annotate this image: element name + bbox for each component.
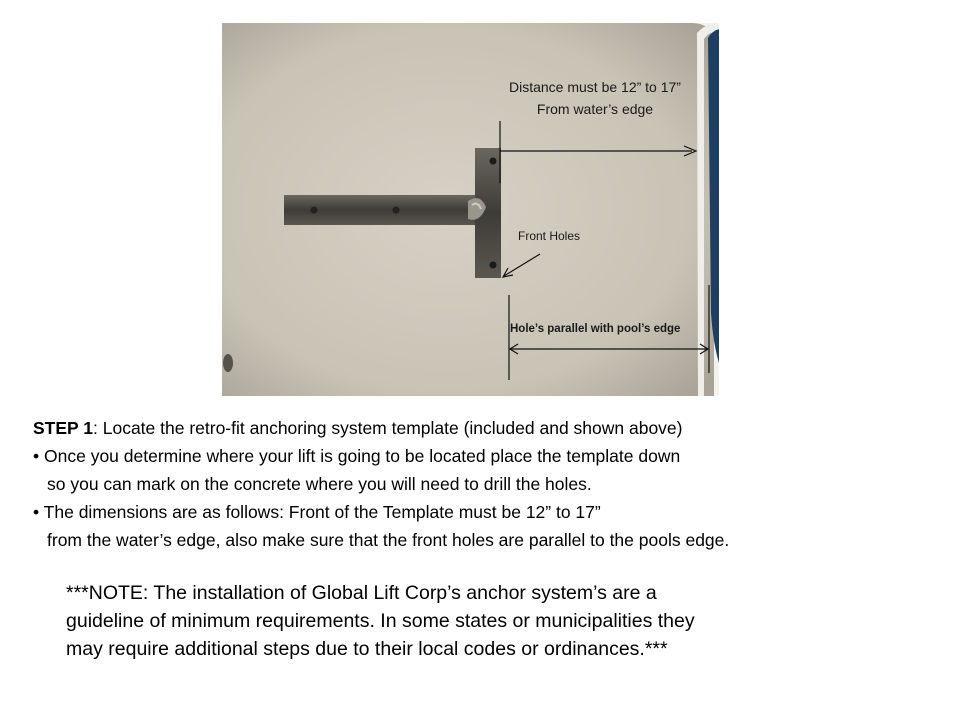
- bullet-2-text: The dimensions are as follows: Front of the Template must be 12” to 17”: [39, 502, 601, 522]
- front-holes-annotation: Front Holes: [518, 229, 581, 243]
- bullet-2-line2: from the water’s edge, also make sure that the front holes are parallel to the pools edge.: [47, 530, 730, 550]
- front-hole-top: [490, 158, 497, 165]
- bullet-1-text: Once you determine where your lift is going to be located place the template down: [39, 446, 681, 466]
- distance-annotation: [470, 76, 719, 120]
- bullet-1-line2: so you can mark on the concrete where you will need to drill the holes.: [47, 474, 592, 494]
- bar-hole: [393, 207, 400, 214]
- step-label: STEP 1: [33, 418, 93, 438]
- front-hole-bottom: [490, 262, 497, 269]
- bar-hole: [311, 207, 318, 214]
- bullet-icon: •: [33, 446, 40, 466]
- bullet-icon: •: [33, 502, 40, 522]
- stain: [223, 354, 233, 372]
- step-1-intro: [33, 414, 729, 442]
- parallel-annotation: Hole’s parallel with pool’s edge: [510, 323, 681, 335]
- note-line2: guideline of minimum requirements. In some states or municipalities they: [66, 610, 695, 632]
- note-line3: may require additional steps due to their local codes or ordinances.***: [66, 638, 668, 660]
- distance-annotation-line2: From water’s edge: [536, 101, 654, 117]
- note-line1: ***NOTE: The installation of Global Lift Corp’s anchor system’s are a: [66, 582, 657, 604]
- step-1-instructions: [33, 414, 729, 554]
- bullet-2-line1: [33, 498, 729, 526]
- template-photo: [222, 23, 719, 396]
- installation-note: [66, 579, 695, 663]
- step-intro-text: : Locate the retro-fit anchoring system template (included and shown above): [93, 418, 683, 438]
- bullet-1-line1: [33, 442, 729, 470]
- distance-annotation-line1: Distance must be 12” to 17”: [509, 79, 681, 95]
